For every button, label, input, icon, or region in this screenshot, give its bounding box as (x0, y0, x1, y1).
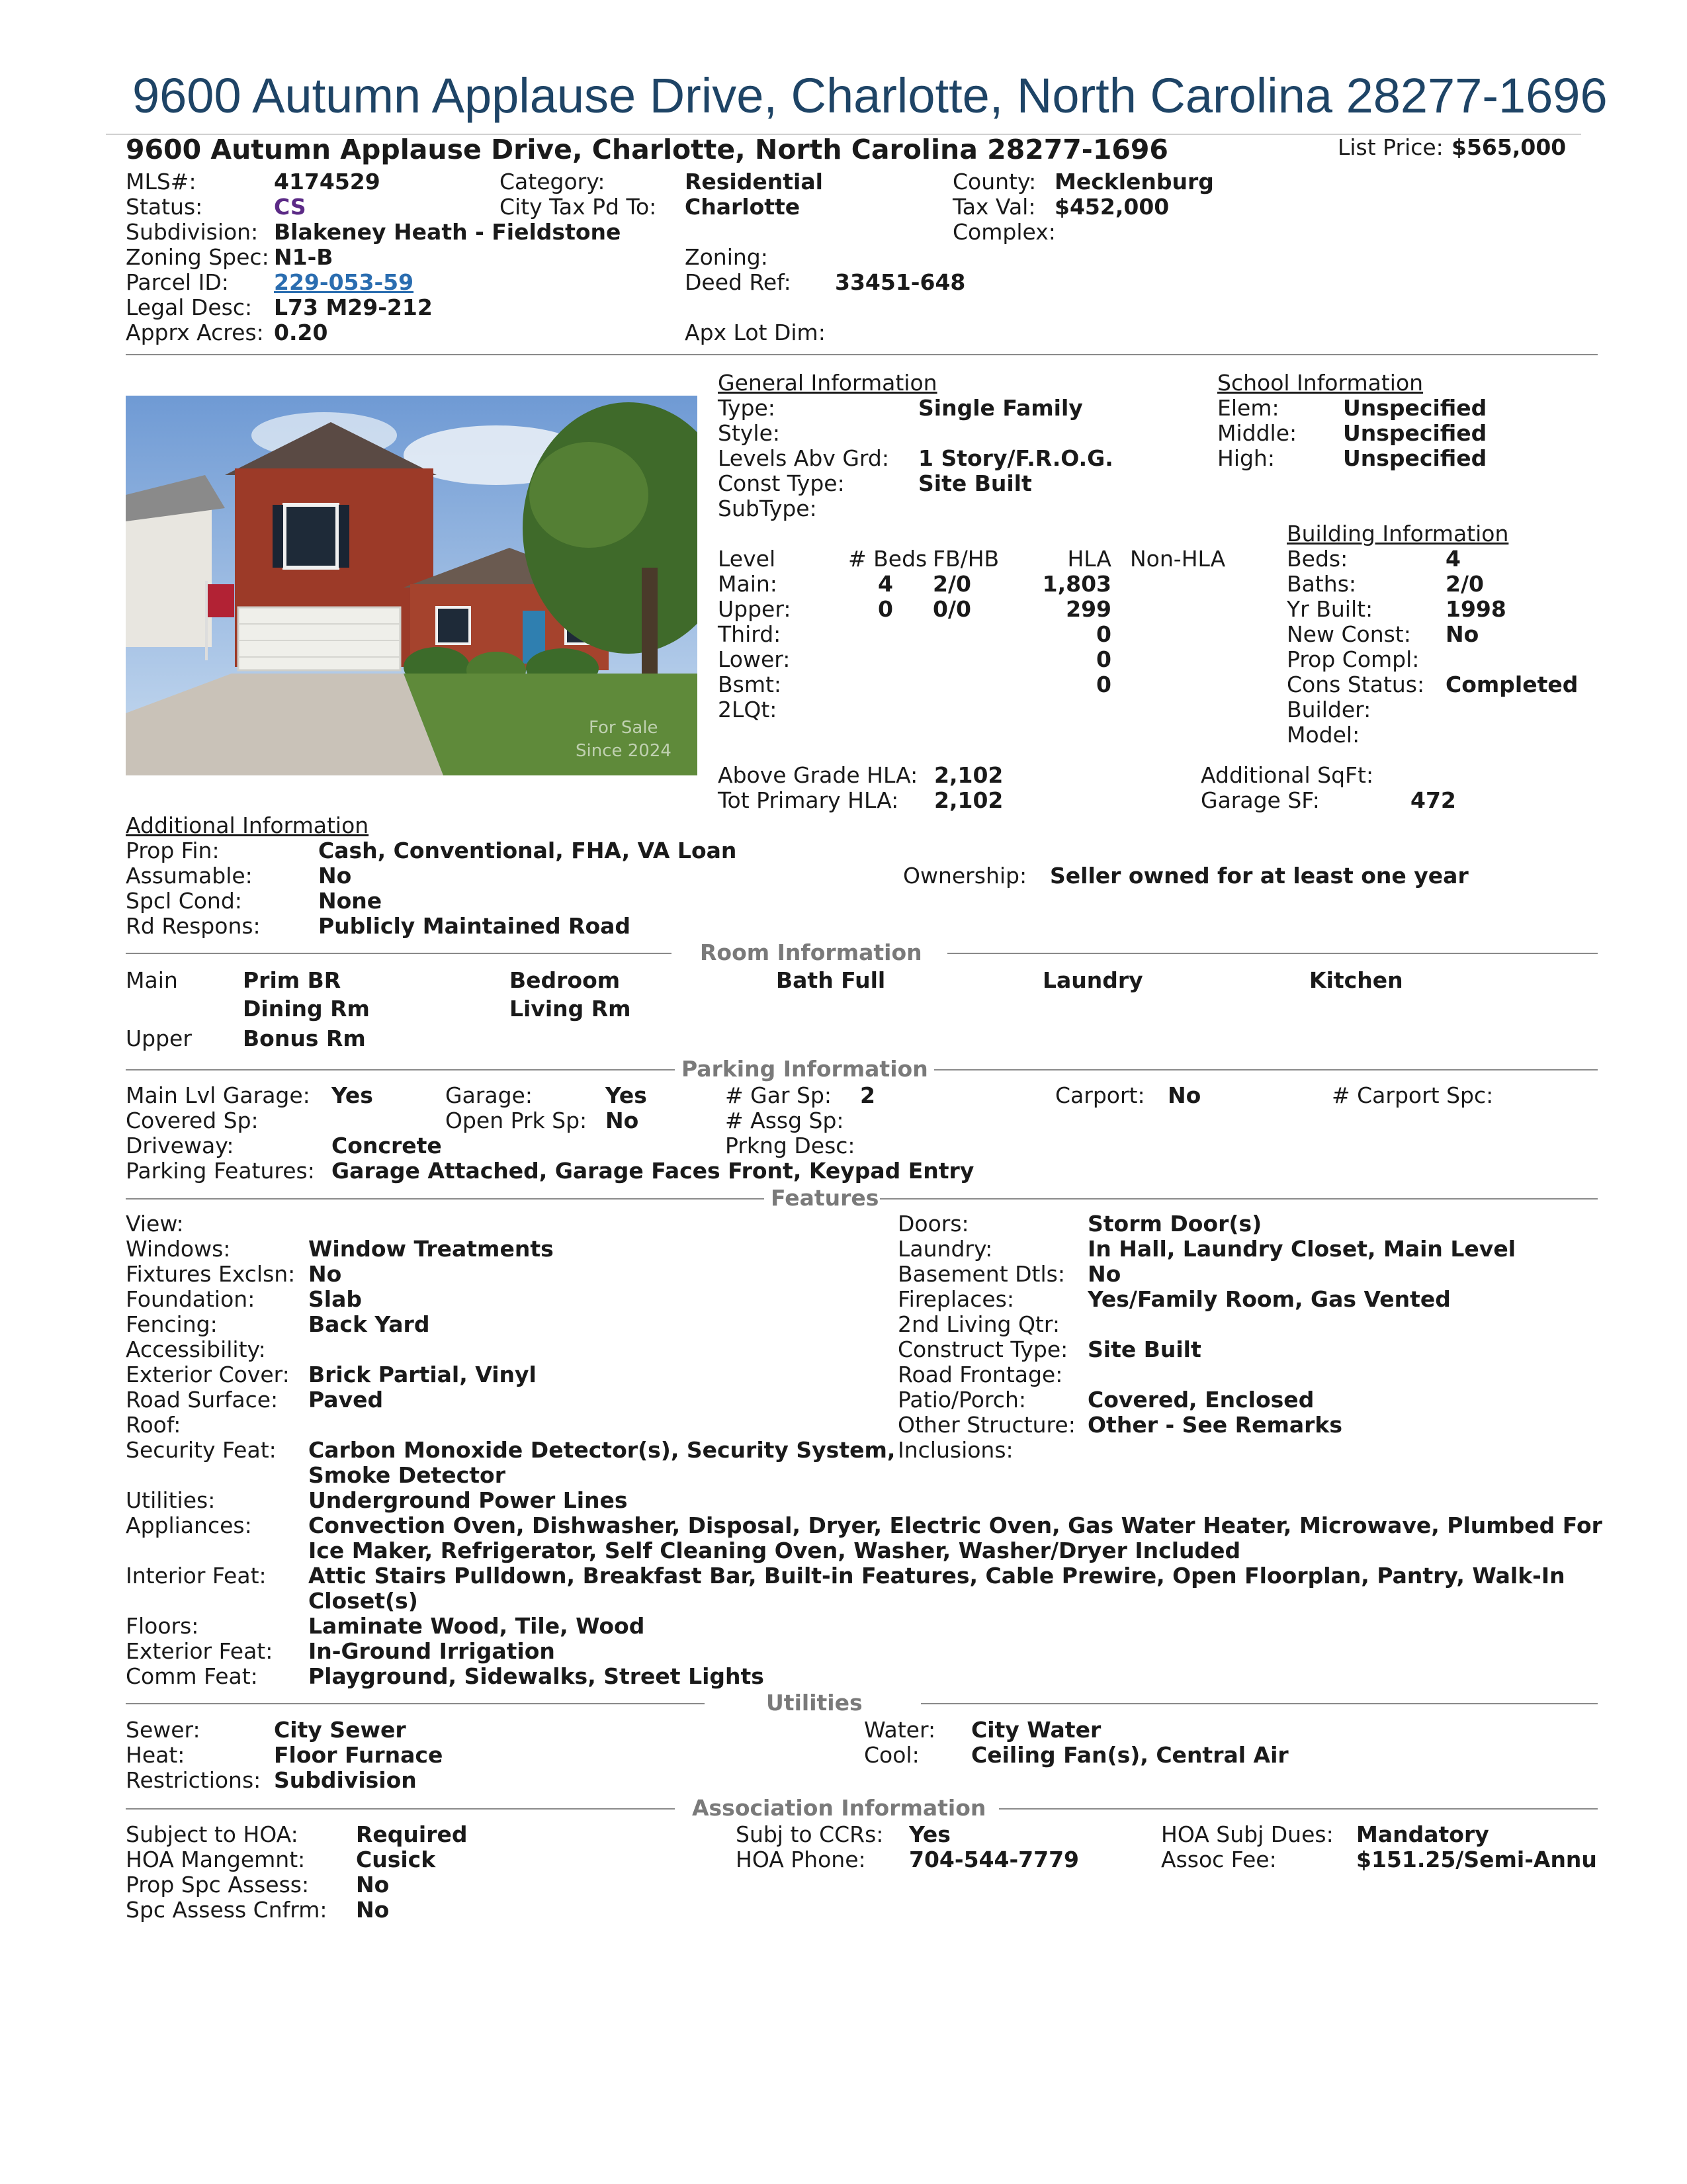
ext-feat-value: In-Ground Irrigation (308, 1638, 555, 1664)
lot-dim-label: Apx Lot Dim: (685, 320, 826, 345)
col-header-non-hla: Non-HLA (1130, 546, 1226, 572)
school-heading: School Information (1217, 370, 1424, 396)
city-tax-label: City Tax Pd To: (499, 194, 657, 220)
hoa-phone-value: 704-544-7779 (909, 1847, 1080, 1872)
assumable-label: Assumable: (126, 863, 253, 889)
doors-label: Doors: (898, 1211, 969, 1237)
parcel-label: Parcel ID: (126, 269, 229, 295)
beds-label: Beds: (1287, 546, 1348, 572)
hoa-mgmt-label: HOA Mangemnt: (126, 1847, 306, 1872)
appliances-label: Appliances: (126, 1512, 252, 1538)
floors-label: Floors: (126, 1613, 199, 1639)
road-surface-value: Paved (308, 1387, 384, 1413)
spcl-cond-value: None (318, 888, 382, 914)
model-label: Model: (1287, 722, 1360, 748)
association-divider-left (126, 1808, 675, 1810)
high-label: High: (1217, 445, 1275, 471)
deed-label: Deed Ref: (685, 269, 791, 295)
other-structure-label: Other Structure: (898, 1412, 1076, 1438)
building-heading: Building Information (1287, 521, 1509, 546)
tot-primary-label: Tot Primary HLA: (718, 787, 899, 813)
parking-heading: Parking Information (681, 1056, 928, 1082)
table-row-hla: 0 (1096, 646, 1111, 672)
assoc-fee-value: $151.25/Semi-Annu (1356, 1847, 1597, 1872)
parking-divider-right (934, 1069, 1598, 1070)
sewer-value: City Sewer (274, 1717, 406, 1743)
ownership-label: Ownership: (903, 863, 1027, 889)
baths-label: Baths: (1287, 571, 1357, 597)
mls-number: 4174529 (274, 169, 380, 195)
appliances-value-line2: Ice Maker, Refrigerator, Self Cleaning Oven, Washer, Washer/Dryer Included (308, 1538, 1241, 1563)
prop-spc-value: No (356, 1872, 390, 1898)
spc-cnfrm-label: Spc Assess Cnfrm: (126, 1897, 327, 1923)
ccrs-value: Yes (909, 1821, 951, 1847)
hoa-dues-value: Mandatory (1356, 1821, 1489, 1847)
style-label: Style: (718, 420, 781, 446)
cons-status-label: Cons Status: (1287, 672, 1425, 697)
table-row-level: Lower: (718, 646, 791, 672)
type-value: Single Family (918, 395, 1083, 421)
category-value: Residential (685, 169, 823, 195)
utilities-label: Utilities: (126, 1487, 216, 1513)
construct-value: Site Built (1088, 1336, 1201, 1362)
sewer-label: Sewer: (126, 1717, 200, 1743)
table-row-hla: 1,803 (1042, 571, 1111, 597)
general-heading: General Information (718, 370, 937, 396)
prkng-desc-label: Prkng Desc: (725, 1133, 855, 1158)
table-row-level: 2LQt: (718, 697, 777, 722)
table-row-beds: 4 (878, 571, 893, 597)
listing-address: 9600 Autumn Applause Drive, Charlotte, North Carolina 28277-1696 (126, 134, 1168, 165)
fireplaces-value: Yes/Family Room, Gas Vented (1088, 1286, 1451, 1312)
yr-built-value: 1998 (1446, 596, 1506, 622)
table-row-level: Main: (718, 571, 777, 597)
foundation-label: Foundation: (126, 1286, 255, 1312)
rooms-divider-left (126, 953, 671, 954)
levels-label: Levels Abv Grd: (718, 445, 889, 471)
baths-value: 2/0 (1446, 571, 1484, 597)
list-price: $565,000 (1451, 134, 1567, 160)
fixtures-value: No (308, 1261, 342, 1287)
gar-sp-label: # Gar Sp: (725, 1082, 832, 1108)
builder-label: Builder: (1287, 697, 1371, 722)
room-item: Bonus Rm (243, 1026, 366, 1051)
utilities-divider-left (126, 1703, 705, 1704)
col-header-fbhb: FB/HB (933, 546, 1000, 572)
rooms-upper-label: Upper (126, 1026, 192, 1051)
prop-spc-label: Prop Spc Assess: (126, 1872, 310, 1898)
interior-value-line2: Closet(s) (308, 1588, 418, 1614)
fixtures-label: Fixtures Exclsn: (126, 1261, 296, 1287)
mls-label: MLS#: (126, 169, 196, 195)
basement-value: No (1088, 1261, 1121, 1287)
fencing-value: Back Yard (308, 1311, 430, 1337)
table-row-hla: 299 (1066, 596, 1111, 622)
table-row-level: Upper: (718, 596, 791, 622)
garage-sf-value: 472 (1410, 787, 1456, 813)
const-label: Const Type: (718, 470, 845, 496)
col-header-beds: # Beds (848, 546, 928, 572)
inclusions-label: Inclusions: (898, 1437, 1014, 1463)
water-label: Water: (864, 1717, 936, 1743)
features-heading: Features (771, 1185, 879, 1211)
elem-label: Elem: (1217, 395, 1279, 421)
const-value: Site Built (918, 470, 1032, 496)
additional-sqft-label: Additional SqFt: (1201, 762, 1374, 788)
utilities-divider-right (921, 1703, 1598, 1704)
other-structure-value: Other - See Remarks (1088, 1412, 1342, 1438)
col-header-hla: HLA (1067, 546, 1111, 572)
tot-primary-value: 2,102 (934, 787, 1004, 813)
new-const-label: New Const: (1287, 621, 1411, 647)
subtype-label: SubType: (718, 496, 817, 521)
assg-sp-label: # Assg Sp: (725, 1108, 844, 1133)
ext-feat-label: Exterior Feat: (126, 1638, 273, 1664)
open-prk-value: No (605, 1108, 639, 1133)
rooms-heading: Room Information (700, 939, 922, 965)
table-row-hla: 0 (1096, 672, 1111, 697)
interior-label: Interior Feat: (126, 1563, 267, 1589)
ext-cover-label: Exterior Cover: (126, 1362, 290, 1387)
security-value-line2: Smoke Detector (308, 1462, 505, 1488)
carport-spc-label: # Carport Spc: (1332, 1082, 1494, 1108)
zoning-label: Zoning: (685, 244, 768, 270)
utilities-heading: Utilities (766, 1690, 863, 1716)
acres-label: Apprx Acres: (126, 320, 264, 345)
association-divider-right (999, 1808, 1598, 1810)
carport-value: No (1168, 1082, 1201, 1108)
county-value: Mecklenburg (1055, 169, 1214, 195)
hoa-dues-label: HOA Subj Dues: (1161, 1821, 1334, 1847)
roof-label: Roof: (126, 1412, 181, 1438)
photo-watermark-line2: Since 2024 (576, 741, 671, 761)
room-item: Kitchen (1309, 967, 1403, 993)
restrictions-value: Subdivision (274, 1767, 417, 1793)
laundry-label: Laundry: (898, 1236, 993, 1262)
legal-label: Legal Desc: (126, 294, 253, 320)
elem-value: Unspecified (1343, 395, 1487, 421)
ownership-value: Seller owned for at least one year (1050, 863, 1469, 889)
subdivision-value: Blakeney Heath - Fieldstone (274, 219, 621, 245)
table-row-level: Bsmt: (718, 672, 782, 697)
assumable-value: No (318, 863, 352, 889)
restrictions-label: Restrictions: (126, 1767, 261, 1793)
features-divider-left (126, 1198, 764, 1200)
above-grade-value: 2,102 (934, 762, 1004, 788)
table-row-fbhb: 2/0 (933, 571, 971, 597)
type-label: Type: (718, 395, 775, 421)
heat-value: Floor Furnace (274, 1742, 443, 1768)
tax-val-label: Tax Val: (953, 194, 1036, 220)
ext-cover-value: Brick Partial, Vinyl (308, 1362, 537, 1387)
table-row-beds: 0 (878, 596, 893, 622)
rd-respons-label: Rd Respons: (126, 913, 261, 939)
gar-sp-value: 2 (860, 1082, 875, 1108)
photo-watermark-line1: For Sale (589, 718, 658, 738)
county-label: County: (953, 169, 1037, 195)
assoc-fee-label: Assoc Fee: (1161, 1847, 1277, 1872)
patio-value: Covered, Enclosed (1088, 1387, 1315, 1413)
property-photo (126, 396, 697, 775)
status-value: CS (274, 194, 306, 220)
parcel-id-link[interactable]: 229-053-59 (274, 269, 414, 295)
basement-label: Basement Dtls: (898, 1261, 1065, 1287)
view-label: View: (126, 1211, 184, 1237)
water-value: City Water (971, 1717, 1102, 1743)
additional-heading: Additional Information (126, 812, 369, 838)
main-lvl-garage-value: Yes (331, 1082, 373, 1108)
comm-feat-value: Playground, Sidewalks, Street Lights (308, 1663, 764, 1689)
interior-value-line1: Attic Stairs Pulldown, Breakfast Bar, Built-in Features, Cable Prewire, Open Floorplan, Pantry, Walk-In (308, 1563, 1565, 1589)
driveway-value: Concrete (331, 1133, 442, 1158)
heat-label: Heat: (126, 1742, 185, 1768)
cool-label: Cool: (864, 1742, 920, 1768)
main-lvl-garage-label: Main Lvl Garage: (126, 1082, 310, 1108)
tax-val-value: $452,000 (1055, 194, 1170, 220)
yr-built-label: Yr Built: (1287, 596, 1373, 622)
room-item: Living Rm (509, 996, 631, 1022)
prop-compl-label: Prop Compl: (1287, 646, 1420, 672)
levels-value: 1 Story/F.R.O.G. (918, 445, 1113, 471)
security-label: Security Feat: (126, 1437, 277, 1463)
parking-features-value: Garage Attached, Garage Faces Front, Keypad Entry (331, 1158, 974, 1184)
parking-features-label: Parking Features: (126, 1158, 315, 1184)
middle-label: Middle: (1217, 420, 1297, 446)
windows-label: Windows: (126, 1236, 231, 1262)
frontage-label: Road Frontage: (898, 1362, 1063, 1387)
room-item: Dining Rm (243, 996, 370, 1022)
room-item: Bedroom (509, 967, 621, 993)
garage-sf-label: Garage SF: (1201, 787, 1320, 813)
cons-status-value: Completed (1446, 672, 1579, 697)
room-item: Prim BR (243, 967, 341, 993)
garage-label: Garage: (445, 1082, 533, 1108)
driveway-label: Driveway: (126, 1133, 234, 1158)
deed-value: 33451-648 (835, 269, 966, 295)
col-header-level: Level (718, 546, 776, 572)
living2-label: 2nd Living Qtr: (898, 1311, 1060, 1337)
subdivision-label: Subdivision: (126, 219, 259, 245)
acres-value: 0.20 (274, 320, 328, 345)
legal-value: L73 M29-212 (274, 294, 433, 320)
rd-respons-value: Publicly Maintained Road (318, 913, 631, 939)
hoa-value: Required (356, 1821, 468, 1847)
features-divider-right (880, 1198, 1598, 1200)
hoa-mgmt-value: Cusick (356, 1847, 436, 1872)
patio-label: Patio/Porch: (898, 1387, 1026, 1413)
list-price-label: List Price: (1338, 134, 1444, 160)
rooms-main-label: Main (126, 967, 178, 993)
windows-value: Window Treatments (308, 1236, 554, 1262)
summary-divider (126, 354, 1598, 355)
association-heading: Association Information (692, 1795, 986, 1821)
complex-label: Complex: (953, 219, 1056, 245)
utilities-value: Underground Power Lines (308, 1487, 628, 1513)
rooms-divider-right (947, 953, 1598, 954)
accessibility-label: Accessibility: (126, 1336, 266, 1362)
fireplaces-label: Fireplaces: (898, 1286, 1014, 1312)
comm-feat-label: Comm Feat: (126, 1663, 258, 1689)
carport-label: Carport: (1055, 1082, 1145, 1108)
zoning-spec-value: N1-B (274, 244, 333, 270)
security-value-line1: Carbon Monoxide Detector(s), Security System, (308, 1437, 896, 1463)
status-label: Status: (126, 194, 203, 220)
road-surface-label: Road Surface: (126, 1387, 279, 1413)
appliances-value-line1: Convection Oven, Dishwasher, Disposal, Dryer, Electric Oven, Gas Water Heater, Microwave, Plumbed For (308, 1512, 1602, 1538)
covered-sp-label: Covered Sp: (126, 1108, 259, 1133)
hoa-phone-label: HOA Phone: (736, 1847, 866, 1872)
high-value: Unspecified (1343, 445, 1487, 471)
category-label: Category: (499, 169, 605, 195)
spcl-cond-label: Spcl Cond: (126, 888, 242, 914)
open-prk-label: Open Prk Sp: (445, 1108, 587, 1133)
ccrs-label: Subj to CCRs: (736, 1821, 884, 1847)
page-title: 9600 Autumn Applause Drive, Charlotte, North Carolina 28277-1696 (132, 68, 1608, 123)
laundry-value: In Hall, Laundry Closet, Main Level (1088, 1236, 1516, 1262)
fencing-label: Fencing: (126, 1311, 218, 1337)
foundation-value: Slab (308, 1286, 362, 1312)
prop-fin-value: Cash, Conventional, FHA, VA Loan (318, 838, 737, 863)
parking-divider-left (126, 1069, 675, 1070)
spc-cnfrm-value: No (356, 1897, 390, 1923)
table-row-level: Third: (718, 621, 781, 647)
hoa-label: Subject to HOA: (126, 1821, 298, 1847)
floors-value: Laminate Wood, Tile, Wood (308, 1613, 645, 1639)
construct-label: Construct Type: (898, 1336, 1068, 1362)
beds-value: 4 (1446, 546, 1461, 572)
middle-value: Unspecified (1343, 420, 1487, 446)
room-item: Bath Full (776, 967, 886, 993)
doors-value: Storm Door(s) (1088, 1211, 1262, 1237)
garage-value: Yes (605, 1082, 647, 1108)
above-grade-label: Above Grade HLA: (718, 762, 918, 788)
room-item: Laundry (1043, 967, 1143, 993)
city-tax-value: Charlotte (685, 194, 800, 220)
new-const-value: No (1446, 621, 1479, 647)
prop-fin-label: Prop Fin: (126, 838, 220, 863)
table-row-hla: 0 (1096, 621, 1111, 647)
table-row-fbhb: 0/0 (933, 596, 971, 622)
zoning-spec-label: Zoning Spec: (126, 244, 269, 270)
cool-value: Ceiling Fan(s), Central Air (971, 1742, 1289, 1768)
